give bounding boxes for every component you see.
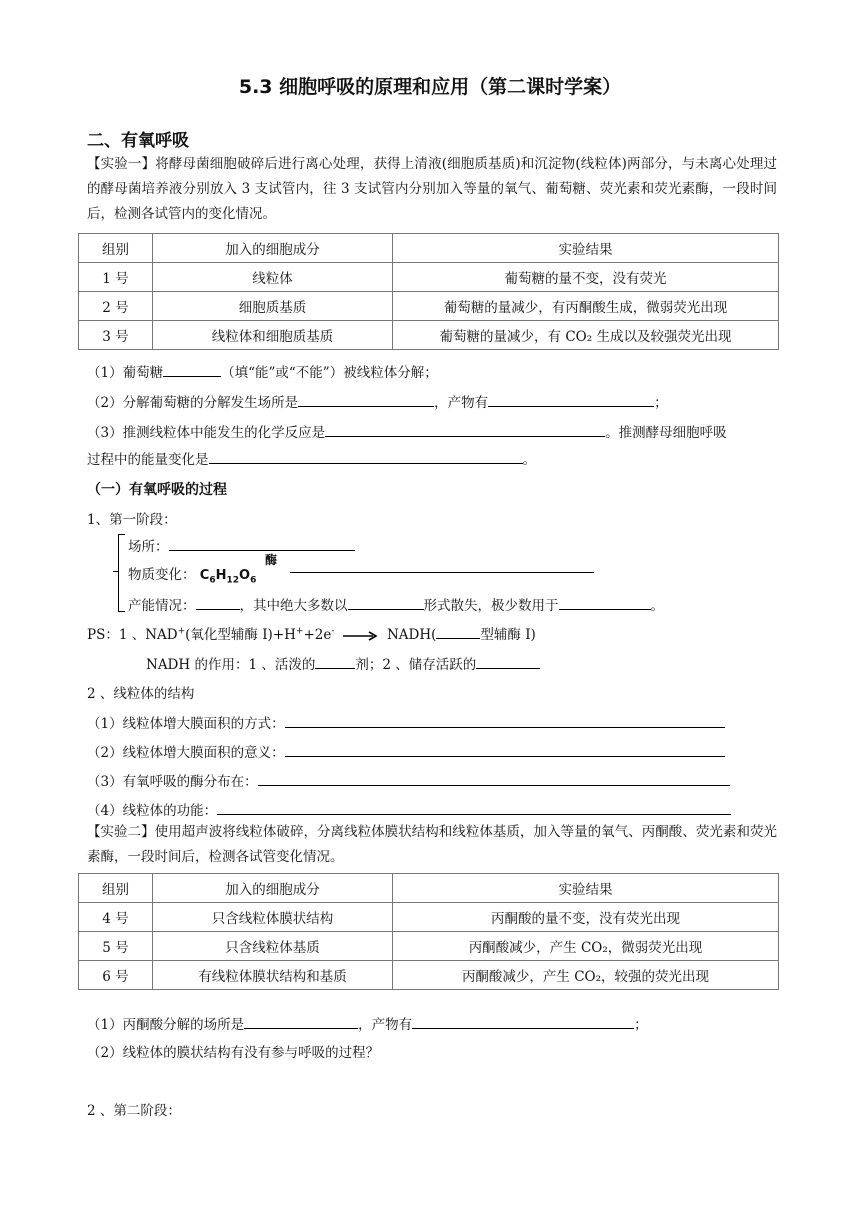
question-text: （1）葡萄糖 bbox=[87, 365, 164, 381]
table-cell: 丙酮酸减少，产生 CO₂，微弱荧光出现 bbox=[393, 932, 779, 961]
table-cell: 葡萄糖的量减少，有丙酮酸生成，微弱荧光出现 bbox=[393, 292, 779, 321]
answer-blank[interactable] bbox=[436, 624, 480, 639]
question-text: （3）推测线粒体中能发生的化学反应是 bbox=[87, 425, 326, 441]
page-title: 5.3 细胞呼吸的原理和应用（第二课时学案） bbox=[238, 76, 622, 98]
ps-sup: - bbox=[331, 626, 335, 637]
question-1-2 bbox=[87, 391, 668, 411]
table-header-cell: 加入的细胞成分 bbox=[153, 234, 393, 263]
table-cell: 2 号 bbox=[79, 292, 153, 321]
field-label: ，其中绝大多数以 bbox=[239, 598, 348, 614]
stage-1-energy bbox=[128, 594, 664, 614]
glucose-formula: $C_6H_{12}O_6$ bbox=[199, 568, 257, 586]
table-cell: 6 号 bbox=[79, 961, 153, 990]
mito-question-1 bbox=[87, 712, 725, 732]
answer-blank[interactable] bbox=[298, 392, 434, 407]
question-text: 。 bbox=[522, 452, 536, 468]
mito-title: 2 、线粒体的结构 bbox=[87, 686, 195, 702]
mito-question-3 bbox=[87, 770, 730, 790]
arrow-right-icon bbox=[343, 631, 379, 641]
question-text: （2）线粒体增大膜面积的意义： bbox=[87, 745, 285, 761]
table-cell: 线粒体 bbox=[153, 263, 393, 292]
answer-blank[interactable] bbox=[244, 1014, 358, 1029]
question-1-3-cont bbox=[87, 448, 536, 468]
table-header-cell: 实验结果 bbox=[393, 874, 779, 903]
experiment-2-table bbox=[78, 873, 779, 990]
table-cell: 3 号 bbox=[79, 321, 153, 350]
table-cell: 5 号 bbox=[79, 932, 153, 961]
answer-blank[interactable] bbox=[169, 536, 355, 551]
stage-1-change bbox=[128, 563, 256, 586]
table-header-cell: 加入的细胞成分 bbox=[153, 874, 393, 903]
question-text: ； bbox=[654, 395, 668, 411]
table-cell: 葡萄糖的量不变，没有荧光 bbox=[393, 263, 779, 292]
table-header-row bbox=[79, 234, 779, 263]
reaction-arrow-line[interactable] bbox=[290, 572, 594, 573]
table-cell: 细胞质基质 bbox=[153, 292, 393, 321]
answer-blank[interactable] bbox=[285, 742, 725, 757]
answer-blank[interactable] bbox=[315, 654, 355, 669]
table-row bbox=[79, 263, 779, 292]
question-1-1 bbox=[87, 361, 438, 381]
field-label: 场所： bbox=[128, 539, 169, 555]
table-cell: 丙酮酸减少，产生 CO₂，较强的荧光出现 bbox=[393, 961, 779, 990]
table-cell: 有线粒体膜状结构和基质 bbox=[153, 961, 393, 990]
question-text: （填“能”或“不能”）被线粒体分解； bbox=[221, 365, 438, 381]
question-text: ，产物有 bbox=[358, 1017, 413, 1033]
table-row bbox=[79, 932, 779, 961]
answer-blank[interactable] bbox=[412, 1014, 634, 1029]
answer-blank[interactable] bbox=[285, 713, 725, 728]
table-row bbox=[79, 292, 779, 321]
ps-text: (氧化型辅酶 I)+H bbox=[185, 627, 296, 643]
ps-text: +2e bbox=[303, 627, 332, 643]
ps-text: 型辅酶 I) bbox=[480, 627, 536, 643]
question-text: （1）线粒体增大膜面积的方式： bbox=[87, 716, 285, 732]
question-text: ； bbox=[634, 1017, 648, 1033]
answer-blank[interactable] bbox=[217, 800, 731, 815]
question-text: 。推测酵母细胞呼吸 bbox=[605, 425, 727, 441]
table-header-cell: 实验结果 bbox=[393, 234, 779, 263]
ps-sup: + bbox=[295, 626, 304, 637]
section-heading: 二、有氧呼吸 bbox=[87, 131, 189, 151]
table-header-row bbox=[79, 874, 779, 903]
question-2-1 bbox=[87, 1013, 648, 1033]
mito-question-2 bbox=[87, 741, 725, 761]
table-cell: 线粒体和细胞质基质 bbox=[153, 321, 393, 350]
enzyme-label: 酶 bbox=[265, 553, 278, 567]
stage-1-title: 1、第一阶段： bbox=[87, 512, 177, 528]
table-row bbox=[79, 321, 779, 350]
stage-1-place bbox=[128, 535, 355, 555]
nadh-function bbox=[146, 653, 540, 673]
nadh-text: NADH 的作用：1 、活泼的 bbox=[146, 657, 316, 673]
table-header-cell: 组别 bbox=[79, 234, 153, 263]
experiment-1-table bbox=[78, 233, 779, 350]
table-row bbox=[79, 961, 779, 990]
field-label: 。 bbox=[650, 598, 664, 614]
question-text: （4）线粒体的功能： bbox=[87, 803, 218, 819]
answer-blank[interactable] bbox=[488, 392, 654, 407]
question-text: （2）分解葡萄糖的分解发生场所是 bbox=[87, 395, 299, 411]
nadh-text: 剂；2 、储存活跃的 bbox=[355, 657, 477, 673]
question-2-2: （2）线粒体的膜状结构有没有参与呼吸的过程？ bbox=[87, 1045, 380, 1061]
brace-bracket bbox=[118, 534, 125, 612]
answer-blank[interactable] bbox=[559, 595, 651, 610]
question-text: 过程中的能量变化是 bbox=[87, 452, 209, 468]
table-cell: 葡萄糖的量减少，有 CO₂ 生成以及较强荧光出现 bbox=[393, 321, 779, 350]
experiment-1-text: 【实验一】将酵母菌细胞破碎后进行离心处理，获得上清液(细胞质基质)和沉淀物(线粒体)两部分，与未离心处理过的酵母菌培养液分别放入 3 支试管内，往 3 支试管内分别加入等量的氧气、葡萄糖、荧光素和荧光素酶，一段时间后，检测各试管内的变化情况。 bbox=[87, 156, 777, 222]
table-cell: 只含线粒体膜状结构 bbox=[153, 903, 393, 932]
table-cell: 4 号 bbox=[79, 903, 153, 932]
field-label: 物质变化： bbox=[128, 567, 196, 583]
ps-note bbox=[87, 623, 536, 643]
table-cell: 1 号 bbox=[79, 263, 153, 292]
question-text: ，产物有 bbox=[434, 395, 489, 411]
question-text: （3）有氧呼吸的酶分布在： bbox=[87, 774, 258, 790]
question-1-3 bbox=[87, 421, 727, 441]
subsection-heading: （一）有氧呼吸的过程 bbox=[87, 482, 227, 498]
table-header-cell: 组别 bbox=[79, 874, 153, 903]
answer-blank[interactable] bbox=[258, 771, 730, 786]
experiment-2-text: 【实验二】使用超声波将线粒体破碎，分离线粒体膜状结构和线粒体基质，加入等量的氧气、丙酮酸、荧光素和荧光素酶，一段时间后，检测各试管变化情况。 bbox=[87, 824, 777, 865]
stage-2-title: 2 、第二阶段： bbox=[87, 1103, 181, 1119]
table-cell: 丙酮酸的量不变，没有荧光出现 bbox=[393, 903, 779, 932]
table-row bbox=[79, 903, 779, 932]
answer-blank[interactable] bbox=[325, 422, 605, 437]
field-label: 形式散失，极少数用于 bbox=[423, 598, 559, 614]
table-cell: 只含线粒体基质 bbox=[153, 932, 393, 961]
ps-text: PS：1 、NAD bbox=[87, 627, 178, 643]
ps-sup: + bbox=[177, 626, 186, 637]
answer-blank[interactable] bbox=[196, 595, 240, 610]
ps-text: NADH( bbox=[386, 627, 437, 643]
answer-blank[interactable] bbox=[476, 654, 540, 669]
answer-blank[interactable] bbox=[209, 449, 523, 464]
answer-blank[interactable] bbox=[348, 595, 424, 610]
question-text: （1）丙酮酸分解的场所是 bbox=[87, 1017, 245, 1033]
answer-blank[interactable] bbox=[163, 362, 221, 377]
brace-tick bbox=[113, 571, 118, 572]
field-label: 产能情况： bbox=[128, 598, 196, 614]
mito-question-4 bbox=[87, 799, 731, 819]
